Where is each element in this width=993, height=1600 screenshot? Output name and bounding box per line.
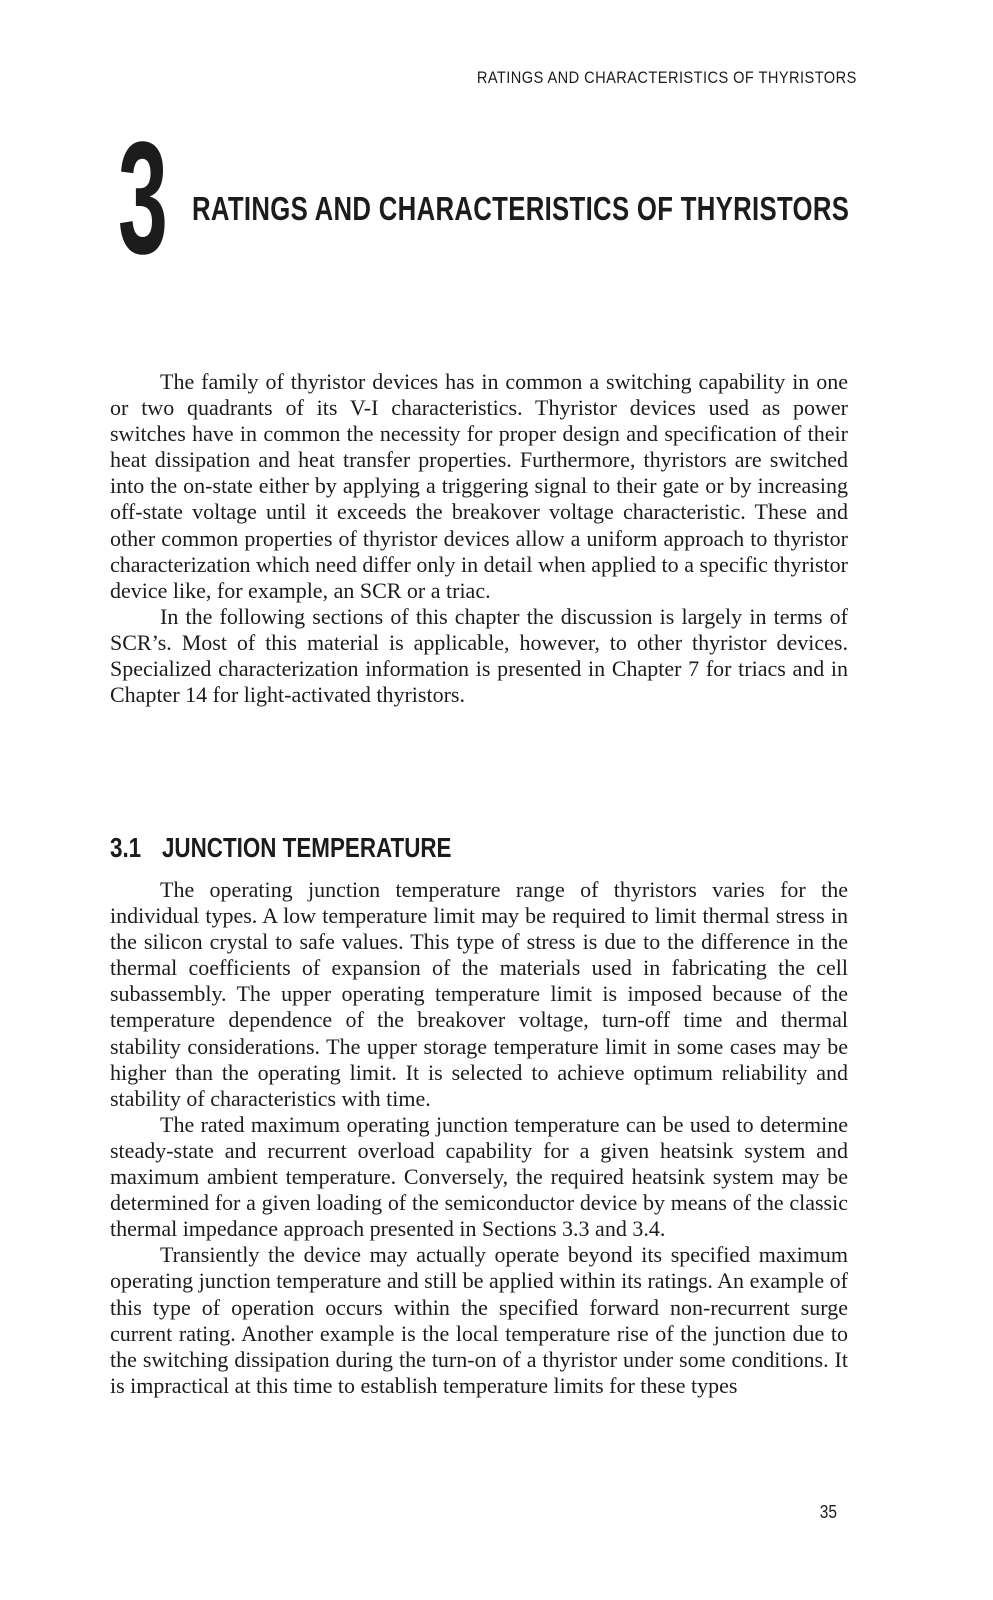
section-text — [110, 877, 848, 1399]
intro-text — [110, 369, 848, 708]
section-paragraph-3: Transiently the device may actually operate beyond its specified maximum operating junction temperature and still be applied within its ratings. An example of this type of operation occurs within the specified forward non-recurrent surge current rating. Another example is the local temperature rise of the junction due to the switching dissipation during the turn-on of a thyristor under some conditions. It is impractical at this time to establish temperature limits for these types — [110, 1242, 848, 1398]
section-paragraph-1: The operating junction temperature range of thyristors varies for the individual types. A low temperature limit may be required to limit thermal stress in the silicon crystal to safe values. This type of stress is due to the difference in the thermal coefficients of expansion of the materials used in fabricating the cell subassembly. The upper operating temperature limit is imposed because of the temperature dependence of the breakover voltage, turn-off time and thermal stability considerations. The upper storage temperature limit in some cases may be higher than the operating limit. It is selected to achieve optimum reliability and stability of characteristics with time. — [110, 877, 848, 1111]
chapter-title: RATINGS AND CHARACTERISTICS OF THYRISTORS — [192, 190, 850, 227]
section-heading — [110, 832, 452, 864]
page-number: 35 — [819, 1502, 837, 1522]
section-title: JUNCTION TEMPERATURE — [161, 832, 452, 863]
section-paragraph-2: The rated maximum operating junction temperature can be used to determine steady-state and recurrent overload capability for a given heatsink system and maximum ambient temperature. Conversely, the required heatsink system may be determined for a given loading of the semiconductor device by means of the classic thermal impedance approach presented in Sections 3.3 and 3.4. — [110, 1111, 848, 1242]
intro-paragraph-2: In the following sections of this chapter the discussion is largely in terms of SCR’s. Most of this material is applicable, however, to other thyristor devices. Specialized characterization information is presented in Chapter 7 for triacs and in Chapter 14 for light-activated thyristors. — [110, 603, 848, 708]
intro-paragraph-1: The family of thyristor devices has in common a switching capability in one or two quadrants of its V-I characteristics. Thyristor devices used as power switches have in common the necessity for proper design and specification of their heat dissipation and heat transfer properties. Furthermore, thyristors are switched into the on-state either by applying a triggering signal to their gate or by increasing off-state voltage until it exceeds the breakover voltage characteristic. These and other common properties of thyristor devices allow a uniform approach to thyristor characterization which need differ only in detail when applied to a specific thyristor device like, for example, an SCR or a triac. — [110, 369, 848, 603]
chapter-number: 3 — [118, 108, 168, 287]
section-number: 3.1 — [110, 832, 142, 863]
running-head: RATINGS AND CHARACTERISTICS OF THYRISTORS — [477, 68, 857, 87]
